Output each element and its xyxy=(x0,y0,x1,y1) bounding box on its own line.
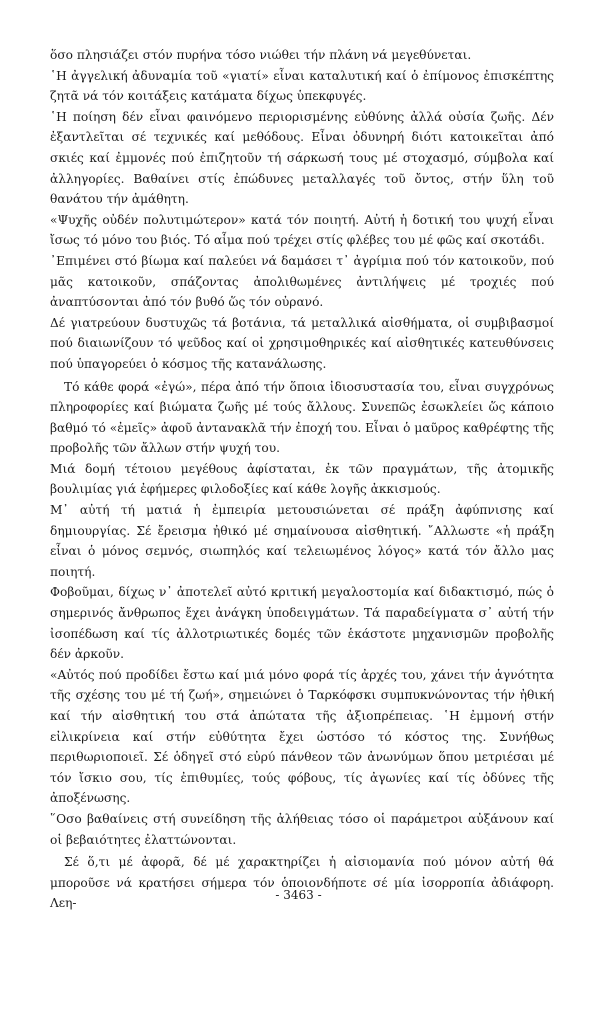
page-body xyxy=(50,45,554,914)
paragraph-8: Μιά δομή τέτοιου μεγέθους ἀφίσταται, ἐκ τῶν πραγμάτων, τῆς ἀτομικῆς βουλιμίας γιά ἐφήμερες φιλοδοξίες καί κάθε λογῆς ἀκκισμούς. xyxy=(50,461,554,497)
paragraph-6: Δέ γιατρεύουν δυστυχῶς τά βοτάνια, τά μεταλλικά αἰσθήματα, οἱ συμβιβασμοί πού διαιωνίζουν τό ψεῦδος καί οἱ χρησιμοθηρικές καί αἰσθητικές κατευθύνσεις πού ὑπαγορεύει ὁ κόσμος τῆς κατανάλωσης. xyxy=(50,315,554,371)
paragraph-2: ῾Η ἀγγελική ἀδυναμία τοῦ «γιατί» εἶναι καταλυτική καί ὁ ἐπίμονος ἐπισκέπτης ζητᾶ νά τόν κοιτάξεις κατάματα δίχως ὑπεκφυγές. xyxy=(50,68,554,104)
paragraph-12: ῞Οσο βαθαίνεις στή συνείδηση τῆς ἀλήθειας τόσο οἱ παράμετροι αὐξάνουν καί οἱ βεβαιότητες ἐλαττώνονται. xyxy=(50,811,554,847)
paragraph-5: ᾽Επιμένει στό βίωμα καί παλεύει νά δαμάσει τ᾽ ἀγρίμια πού τόν κατοικοῦν, πού μᾶς κατοικοῦν, σπάζοντας ἀπολιθωμένες ἀντιλήψεις μέ τροχιές πού ἀναπτύσονται ἀπό τόν βυθό ὥς τόν οὐρανό. xyxy=(50,253,554,310)
paragraph-13: Σέ ὅ,τι μέ ἀφορᾶ, δέ μέ χαρακτηρίζει ἡ αἰσιομανία πού μόνον αὐτή θά μποροῦσε νά κρατήσει σήμερα τόν ὁποιονδήποτε σέ μία ἰσορροπία ἀδιάφορη. Λεη- xyxy=(50,855,554,911)
paragraph-11: «Αὐτός πού προδίδει ἔστω καί μιά μόνο φορά τίς ἀρχές του, χάνει τήν ἁγνότητα τῆς σχέσης του μέ τή ζωή», σημειώνει ὁ Ταρκόφσκι συμπυκνώνοντας τήν ἠθική καί τήν αἰσθητική του στά ἀπώτατα τῆς ἀξιοπρέπειας. ῾Η ἐμμονή στήν εἰλικρίνεια καί στήν εὐθύτητα ἔχει ὡστόσο τό κόστος της. Συνήθως περιθωριοποιεῖ. Σέ ὁδηγεῖ στό εὐρύ πάνθεον τῶν ἀνωνύμων ὅπου μετριέσαι μέ τόν ἴσκιο σου, τίς ἐπιθυμίες, τούς φόβους, τίς ἀγωνίες καί τίς ὀδύνες τῆς ἀποξένωσης. xyxy=(50,667,554,806)
paragraph-10: Φοβοῦμαι, δίχως ν᾽ ἀποτελεῖ αὐτό κριτική μεγαλοστομία καί διδακτισμό, πώς ὁ σημερινός ἄνθρωπος ἔχει ἀνάγκη ὑποδειγμάτων. Τά παραδείγματα σ᾽ αὐτή τήν ἰσοπέδωση καί τίς ἀλλοτριωτικές δομές τῶν ἑκάστοτε μηχανισμῶν προβολῆς δέν ἀρκοῦν. xyxy=(50,585,554,662)
paragraph-3: ῾Η ποίηση δέν εἶναι φαινόμενο περιορισμένης εὐθύνης ἀλλά οὐσία ζωῆς. Δέν ἐξαντλεῖται σέ τεχνικές καί μεθόδους. Εἶναι ὀδυνηρή διότι κατοικεῖται ἀπό σκιές καί ἐμμονές πού ἐπιζητοῦν τή σάρκωσή τους μέ στοχασμό, σύμβολα καί ἀλληγορίες. Βαθαίνει στίς ἐπώδυνες μεταλλαγές τοῦ ὄντος, στήν ὕλη τοῦ θανάτου τήν ἀμάθητη. xyxy=(50,109,554,207)
paragraph-9: Μ᾽ αὐτή τή ματιά ἡ ἐμπειρία μετουσιώνεται σέ πράξη ἀφύπνισης καί δημιουργίας. Σέ ἔρεισμα ἠθικό μέ σημαίνουσα αἰσθητική. ῎Αλλωστε «ἡ πράξη εἶναι ὁ μόνος σεμνός, σιωπηλός καί τελειωμένος λόγος» κατά τόν ἄλλο μας ποιητή. xyxy=(50,503,554,579)
paragraph-1: ὅσο πλησιάζει στόν πυρήνα τόσο νιώθει τήν πλάνη νά μεγεθύνεται. xyxy=(50,48,472,62)
paragraph-4: «Ψυχῆς οὐδέν πολυτιμώτερον» κατά τόν ποιητή. Αὐτή ἡ δοτική του ψυχή εἶναι ἴσως τό μόνο του βιός. Τό αἷμα πού τρέχει στίς φλέβες του μέ φῶς καί σκοτάδι. xyxy=(50,212,554,248)
paragraph-7: Τό κάθε φορά «ἐγώ», πέρα ἀπό τήν ὅποια ἰδιοσυστασία του, εἶναι συγχρόνως πληροφορίες καί βιώματα ζωῆς μέ τούς ἄλλους. Συνεπῶς ἐσωκλείει ὥς κάποιο βαθμό τό «ἐμεῖς» ἀφοῦ ἀντανακλᾶ τήν ἐποχή του. Εἶναι ὁ μαῦρος καθρέφτης τῆς προβολῆς τῶν ἄλλων στήν ψυχή του. xyxy=(50,379,554,456)
page-number: - 3463 - xyxy=(275,888,322,902)
